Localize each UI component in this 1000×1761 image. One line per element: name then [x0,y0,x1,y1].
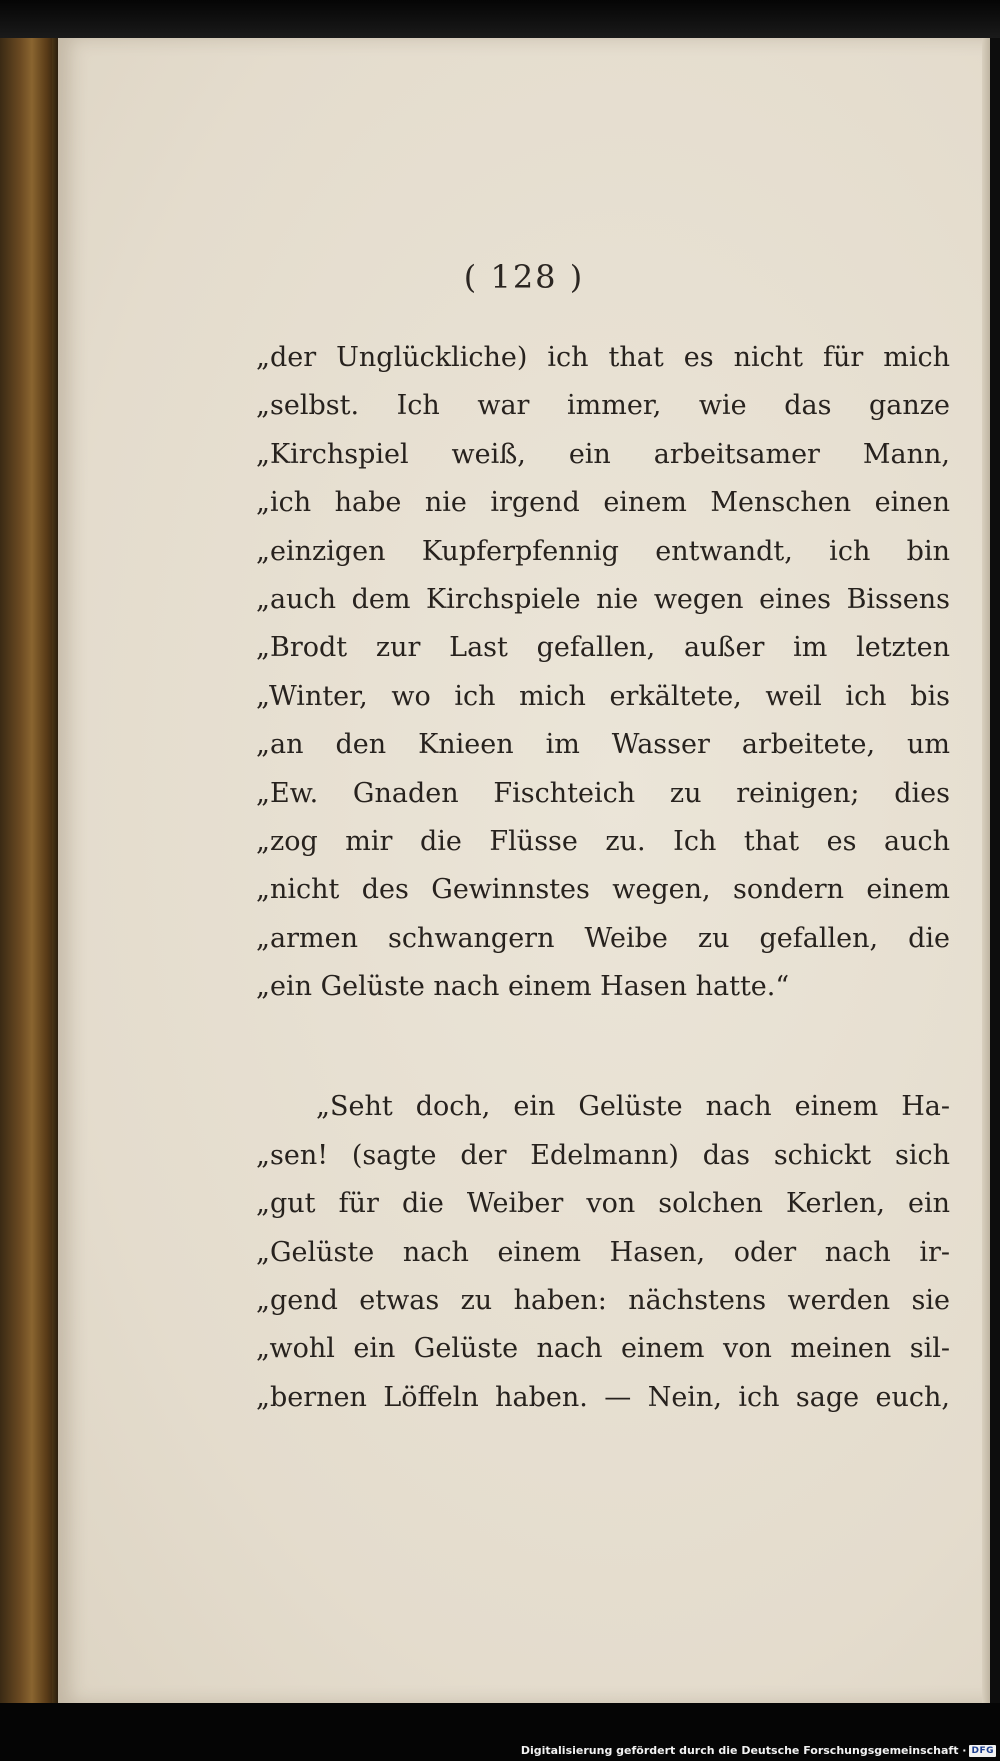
body-text [256,334,950,1422]
text-line: „Kirchspiel weiß, ein arbeitsamer Mann, [256,438,950,470]
text-line: „nicht des Gewinnstes wegen, sondern einem [256,874,950,906]
paragraph-2 [256,1083,950,1422]
text-line: „Gelüste nach einem Hasen, oder nach ir- [256,1236,950,1268]
text-line: „wohl ein Gelüste nach einem von meinen sil- [256,1333,950,1365]
text-line: „Brodt zur Last gefallen, außer im letzten [256,632,950,664]
book-page [58,38,990,1703]
text-line: „Ew. Gnaden Fischteich zu reinigen; dies [256,777,950,809]
text-line: „selbst. Ich war immer, wie das ganze [256,390,950,422]
text-line: „gend etwas zu haben: nächstens werden sie [256,1285,950,1317]
text-line: „zog mir die Flüsse zu. Ich that es auch [256,825,950,857]
book-spine-edge [0,38,58,1703]
text-line: „gut für die Weiber von solchen Kerlen, ein [256,1188,950,1220]
text-line: „einzigen Kupferpfennig entwandt, ich bin [256,535,950,567]
paragraph-gap [256,1011,950,1083]
text-line: „an den Knieen im Wasser arbeitete, um [256,729,950,761]
credit-text: Digitalisierung gefördert durch die Deutsche Forschungsgemeinschaft · [520,1744,967,1757]
text-line: „ein Gelüste nach einem Hasen hatte.“ [256,971,790,1003]
text-line: „Winter, wo ich mich erkältete, weil ich bis [256,680,950,712]
digitization-credit [521,1744,996,1757]
text-line: „bernen Löffeln haben. — Nein, ich sage euch, [256,1381,950,1413]
text-line: „armen schwangern Weibe zu gefallen, die [256,922,950,954]
page-number: ( 128 ) [463,258,585,296]
text-line: „auch dem Kirchspiele nie wegen eines Bissens [256,583,950,615]
text-line: „der Unglückliche) ich that es nicht für mich [256,342,950,373]
paragraph-1 [256,334,950,1011]
text-line: „ich habe nie irgend einem Menschen einen [256,487,950,519]
footer-bar [0,1703,1000,1761]
dfg-logo-icon: DFG [971,1745,994,1756]
text-line: „sen! (sagte der Edelmann) das schickt sich [256,1139,950,1171]
scan-top-border [0,0,1000,38]
text-line: „Seht doch, ein Gelüste nach einem Ha- [316,1091,950,1123]
